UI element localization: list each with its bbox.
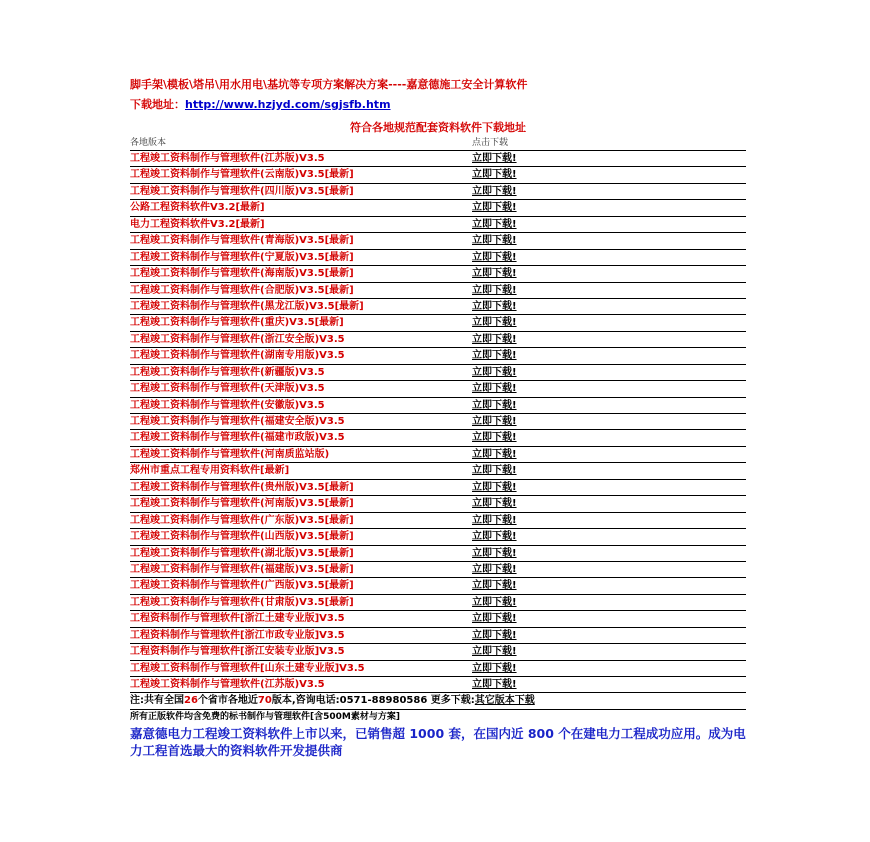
software-name: 工程资料制作与管理软件[浙江市政专业版]V3.5 [130,629,345,641]
software-name: 工程竣工资料制作与管理软件(湖南专用版)V3.5 [130,350,345,362]
column-header-version: 各地版本 [130,138,167,148]
table-row [130,250,746,266]
table-row [130,661,746,677]
software-name: 工程竣工资料制作与管理软件(黑龙江版)V3.5[最新] [130,300,364,312]
download-now-link[interactable]: 立即下载! [472,399,517,411]
software-name: 工程竣工资料制作与管理软件(河南质监站版) [130,448,330,460]
table-row [130,430,746,446]
download-now-link[interactable]: 立即下载! [472,202,517,214]
summary-province-count: 26 [184,695,198,707]
software-name: 工程竣工资料制作与管理软件(福建安全版)V3.5 [130,416,345,427]
table-row [130,546,746,562]
table-row [130,414,746,430]
software-name: 工程竣工资料制作与管理软件(云南版)V3.5[最新] [130,169,354,181]
software-name: 电力工程资料软件V3.2[最新] [130,218,265,230]
software-name: 工程竣工资料制作与管理软件(浙江安全版)V3.5 [130,333,345,345]
download-now-link[interactable]: 立即下载! [472,284,517,296]
software-name: 工程竣工资料制作与管理软件(新疆版)V3.5 [130,366,325,378]
download-label: 下载地址： [130,98,185,111]
table-row [130,595,746,611]
download-now-link[interactable]: 立即下载! [472,366,517,378]
download-url-link[interactable]: http://www.hzjyd.com/sgjsfb.htm [185,98,391,111]
software-name: 郑州市重点工程专用资料软件[最新] [130,465,290,477]
download-now-link[interactable]: 立即下载! [472,563,517,575]
table-row [130,398,746,414]
download-now-link[interactable]: 立即下载! [472,251,517,263]
download-now-link[interactable]: 立即下载! [472,662,517,674]
download-now-link[interactable]: 立即下载! [472,629,517,641]
table-row [130,167,746,183]
software-name: 工程竣工资料制作与管理软件(甘肃版)V3.5[最新] [130,596,354,608]
table-row [130,611,746,627]
download-now-link[interactable]: 立即下载! [472,646,517,658]
software-name: 工程竣工资料制作与管理软件(海南版)V3.5[最新] [130,268,354,280]
download-now-link[interactable]: 立即下载! [472,531,517,543]
software-name: 工程竣工资料制作与管理软件(河南版)V3.5[最新] [130,498,354,510]
download-now-link[interactable]: 立即下载! [472,218,517,230]
software-name: 公路工程资料软件V3.2[最新] [130,202,265,214]
column-header-download: 点击下载 [472,138,509,148]
table-row [130,644,746,660]
download-now-link[interactable]: 立即下载! [472,235,517,247]
download-now-link[interactable]: 立即下载! [472,498,517,510]
software-name: 工程竣工资料制作与管理软件(贵州版)V3.5[最新] [130,481,354,493]
table-row [130,299,746,315]
download-now-link[interactable]: 立即下载! [472,317,517,329]
download-now-link[interactable]: 立即下载! [472,432,517,444]
software-name: 工程竣工资料制作与管理软件(福建市政版)V3.5 [130,432,345,444]
promo-text: 嘉意德电力工程竣工资料软件上市以来，已销售超 1000 套，在国内近 800 个在建电力工程成功应用。成为电力工程首选最大的资料软件开发提供商 [130,726,746,759]
download-now-link[interactable]: 立即下载! [472,350,517,362]
download-now-link[interactable]: 立即下载! [472,465,517,477]
table-row [130,381,746,397]
more-versions-link[interactable]: 其它版本下载 [474,695,535,707]
software-name: 工程竣工资料制作与管理软件(四川版)V3.5[最新] [130,185,354,197]
download-now-link[interactable]: 立即下载! [472,153,517,164]
download-now-link[interactable]: 立即下载! [472,580,517,592]
table-row [130,266,746,282]
table-row [130,496,746,512]
software-name: 工程竣工资料制作与管理软件(山西版)V3.5[最新] [130,531,354,543]
download-line [130,94,746,116]
table-row [130,480,746,496]
table-row [130,348,746,364]
table-row [130,513,746,529]
table-row [130,151,746,167]
software-name: 工程竣工资料制作与管理软件(江苏版)V3.5 [130,153,325,164]
table-row [130,365,746,381]
download-now-link[interactable]: 立即下载! [472,169,517,181]
download-now-link[interactable]: 立即下载! [472,333,517,345]
download-now-link[interactable]: 立即下载! [472,481,517,493]
software-name: 工程竣工资料制作与管理软件(宁夏版)V3.5[最新] [130,251,354,263]
software-name: 工程竣工资料制作与管理软件(江苏版)V3.5 [130,679,325,690]
table-row [130,562,746,578]
table-row [130,529,746,545]
table-row [130,233,746,249]
summary-prefix: 注:共有全国 [130,695,184,707]
table-row [130,217,746,233]
table-title: 符合各地规范配套资料软件下载地址 [350,121,526,134]
software-name: 工程竣工资料制作与管理软件(安徽版)V3.5 [130,399,325,411]
download-now-link[interactable]: 立即下载! [472,416,517,427]
table-header [130,136,746,151]
table-row [130,677,746,693]
banner-title: 脚手架\模板\塔吊\用水用电\基坑等专项方案解决方案----嘉意德施工安全计算软件 [130,78,528,91]
software-name: 工程竣工资料制作与管理软件[山东土建专业版]V3.5 [130,662,365,674]
summary-suffix: 版本,咨询电话:0571-88980586 更多下载: [271,695,475,707]
software-name: 工程竣工资料制作与管理软件(福建版)V3.5[最新] [130,563,354,575]
software-name: 工程竣工资料制作与管理软件(青海版)V3.5[最新] [130,235,354,247]
software-name: 工程竣工资料制作与管理软件(合肥版)V3.5[最新] [130,284,354,296]
table-row [130,332,746,348]
software-name: 工程竣工资料制作与管理软件(湖北版)V3.5[最新] [130,547,354,559]
table-row [130,283,746,299]
download-now-link[interactable]: 立即下载! [472,547,517,559]
table-row [130,315,746,331]
summary-version-count: 70 [257,695,272,707]
footnote: 所有正版软件均含免费的标书制作与管理软件[含500M素材与方案] [130,712,400,723]
download-now-link[interactable]: 立即下载! [472,679,517,690]
download-now-link[interactable]: 立即下载! [472,300,517,312]
software-name: 工程竣工资料制作与管理软件(重庆)V3.5[最新] [130,317,344,329]
table-row [130,184,746,200]
download-now-link[interactable]: 立即下载! [472,185,517,197]
download-table [130,151,746,693]
download-now-link[interactable]: 立即下载! [472,613,517,625]
software-name: 工程竣工资料制作与管理软件(广西版)V3.5[最新] [130,580,354,592]
document [130,76,746,759]
download-now-link[interactable]: 立即下载! [472,268,517,280]
software-name: 工程资料制作与管理软件[浙江安装专业版]V3.5 [130,646,345,658]
software-name: 工程资料制作与管理软件[浙江土建专业版]V3.5 [130,613,345,625]
table-row [130,447,746,463]
summary-line [130,693,746,710]
software-name: 工程竣工资料制作与管理软件(广东版)V3.5[最新] [130,514,354,526]
download-now-link[interactable]: 立即下载! [472,383,517,395]
software-name: 工程竣工资料制作与管理软件(天津版)V3.5 [130,383,325,395]
download-now-link[interactable]: 立即下载! [472,596,517,608]
table-row [130,578,746,594]
summary-middle: 个省市各地近 [197,695,258,707]
table-row [130,463,746,479]
download-now-link[interactable]: 立即下载! [472,514,517,526]
download-now-link[interactable]: 立即下载! [472,448,517,460]
table-row [130,628,746,644]
table-row [130,200,746,216]
